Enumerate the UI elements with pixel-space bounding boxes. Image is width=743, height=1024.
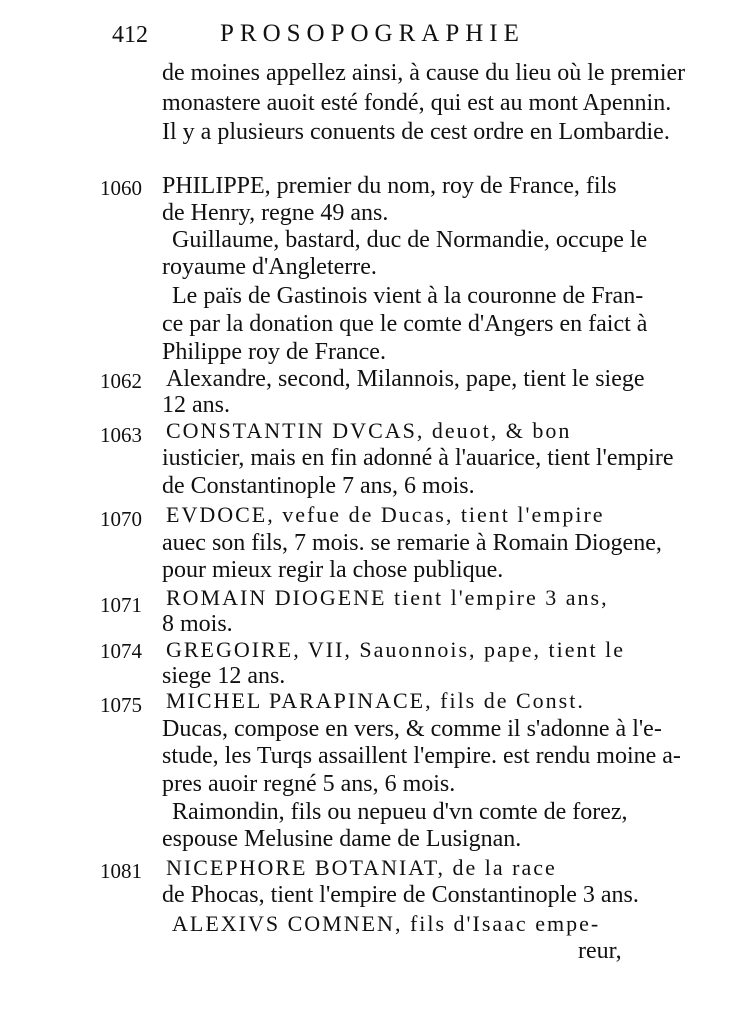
text-line: royaume d'Angleterre. — [162, 254, 377, 280]
page-header — [112, 18, 582, 58]
margin-year: 1071 — [100, 593, 142, 617]
text-line: MICHEL PARAPINACE, fils de Const. — [166, 688, 585, 713]
text-line: NICEPHORE BOTANIAT, de la race — [166, 855, 557, 880]
text-line: siege 12 ans. — [162, 663, 286, 689]
page-number: 412 — [112, 22, 148, 48]
text-line: ce par la donation que le comte d'Angers en faict à — [162, 311, 648, 337]
running-title: PROSOPOGRAPHIE — [220, 20, 525, 47]
text-line: de Henry, regne 49 ans. — [162, 200, 389, 226]
text-line: pour mieux regir la chose publique. — [162, 557, 504, 583]
text-line: espouse Melusine dame de Lusignan. — [162, 826, 522, 852]
text-line: EVDOCE, vefue de Ducas, tient l'empire — [166, 502, 605, 527]
margin-year: 1062 — [100, 369, 142, 393]
text-line: PHILIPPE, premier du nom, roy de France, fils — [162, 173, 617, 199]
catchword: reur, — [578, 938, 622, 964]
margin-year: 1075 — [100, 693, 142, 717]
margin-year: 1070 — [100, 507, 142, 531]
text-line: ROMAIN DIOGENE tient l'empire 3 ans, — [166, 585, 609, 610]
text-line: ALEXIVS COMNEN, fils d'Isaac empe- — [172, 911, 601, 936]
text-line: monastere auoit esté fondé, qui est au mont Apennin. — [162, 90, 672, 116]
text-line: de moines appellez ainsi, à cause du lieu où le premier — [162, 60, 686, 86]
text-line: Il y a plusieurs conuents de cest ordre en Lombardie. — [162, 119, 670, 145]
text-line: stude, les Turqs assaillent l'empire. est rendu moine a- — [162, 743, 681, 769]
margin-year: 1060 — [100, 176, 142, 200]
text-line: Raimondin, fils ou nepueu d'vn comte de forez, — [172, 799, 628, 825]
text-line: iusticier, mais en fin adonné à l'auarice, tient l'empire — [162, 445, 674, 471]
text-line: de Phocas, tient l'empire de Constantinople 3 ans. — [162, 882, 639, 908]
text-line: pres auoir regné 5 ans, 6 mois. — [162, 771, 456, 797]
text-line: Philippe roy de France. — [162, 339, 386, 365]
text-line: 12 ans. — [162, 392, 230, 418]
text-line: 8 mois. — [162, 611, 233, 637]
margin-year: 1063 — [100, 423, 142, 447]
margin-year: 1081 — [100, 859, 142, 883]
margin-year: 1074 — [100, 639, 142, 663]
text-line: Ducas, compose en vers, & comme il s'adonne à l'e- — [162, 716, 662, 742]
text-line: GREGOIRE, VII, Sauonnois, pape, tient le — [166, 637, 626, 662]
text-line: Alexandre, second, Milannois, pape, tient le siege — [166, 366, 645, 392]
text-line: auec son fils, 7 mois. se remarie à Romain Diogene, — [162, 530, 662, 556]
text-line: Guillaume, bastard, duc de Normandie, occupe le — [172, 227, 648, 253]
text-line: de Constantinople 7 ans, 6 mois. — [162, 473, 475, 499]
text-line: Le païs de Gastinois vient à la couronne de Fran- — [172, 283, 644, 309]
text-line: CONSTANTIN DVCAS, deuot, & bon — [166, 418, 572, 443]
